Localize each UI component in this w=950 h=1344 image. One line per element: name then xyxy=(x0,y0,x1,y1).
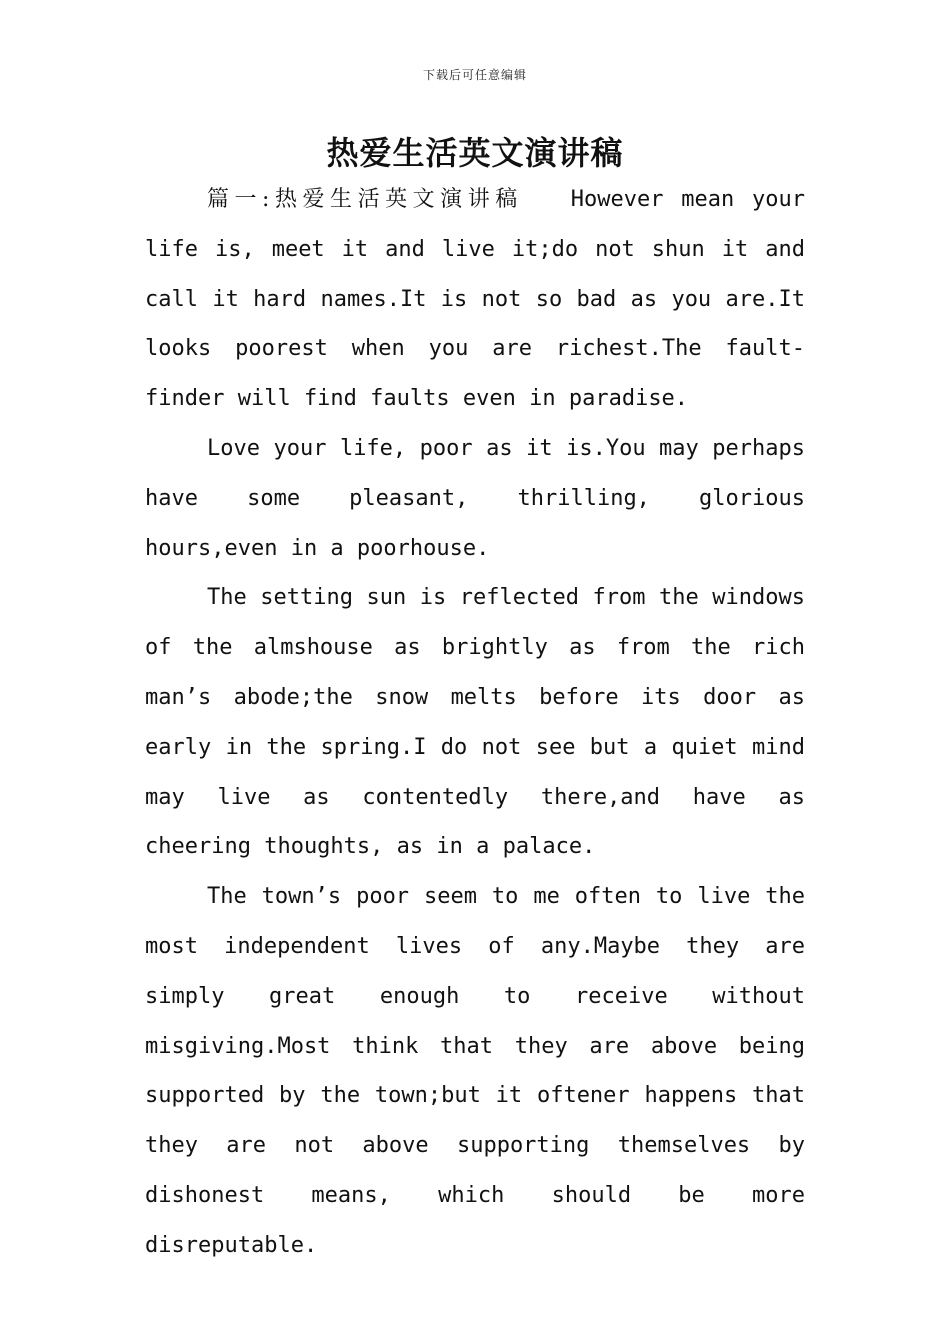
header-note: 下载后可任意编辑 xyxy=(422,68,527,82)
paragraph-2: Love your life, poor as it is.You may perhaps have some pleasant, thrilling, glorious hours,even in a poorhouse. xyxy=(145,435,805,561)
paragraph-3: The setting sun is reflected from the windows of the almshouse as brightly as from the rich man’s abode;the snow melts before its door as early in the spring.I do not see but a quiet mind may live as contentedly there,and have as cheering thoughts, as in a palace. xyxy=(145,585,805,860)
paragraph-text: However mean your life is, meet it and live it;do not shun it and call it hard names.It is not so bad as you are.It looks poorest when you are richest.The fault-finder will find faults even in paradise. xyxy=(145,187,805,412)
document-title: 热爱生活英文演讲稿 xyxy=(326,134,624,172)
document-body xyxy=(145,175,805,1271)
section-heading: 篇一:热爱生活英文演讲稿 xyxy=(207,187,523,212)
paragraph-4: The town’s poor seem to me often to live the most independent lives of any.Maybe they are simply great enough to receive without misgiving.Most think that they are above being supported by the town;but it oftener happens that they are not above supporting themselves by dishonest means, which should be more disreputable. xyxy=(145,884,805,1258)
paragraph-1 xyxy=(145,175,805,424)
